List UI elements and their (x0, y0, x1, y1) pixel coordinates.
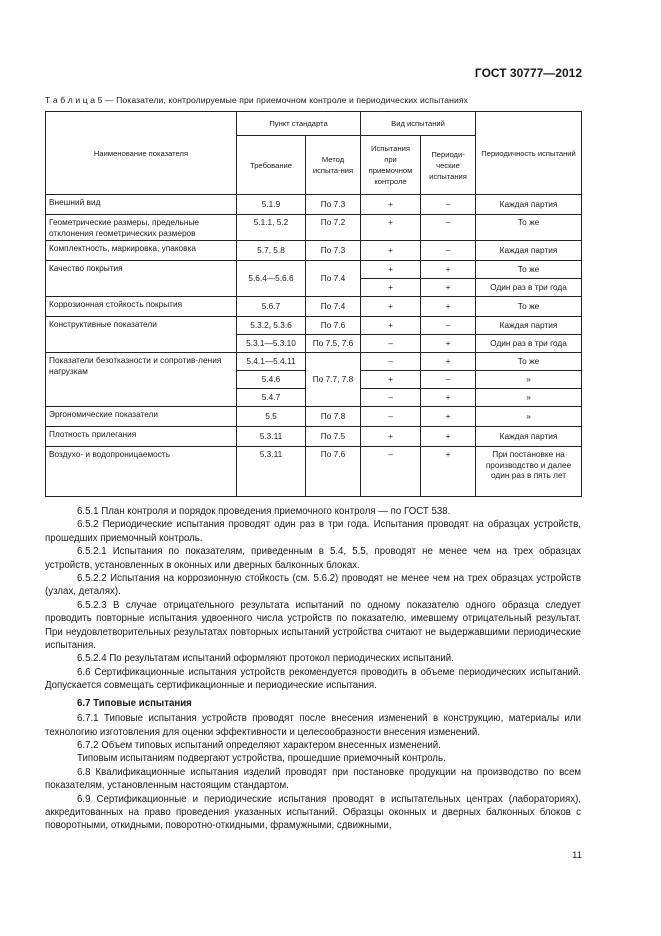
table-row (46, 447, 582, 497)
cell-periodic: – (421, 195, 476, 215)
cell-method: По 7.8 (306, 407, 361, 427)
cell-name: Плотность прилегания (46, 427, 237, 447)
cell-acceptance: – (361, 407, 421, 427)
body-text (45, 505, 581, 833)
table-row (46, 407, 582, 427)
cell-frequency: » (476, 389, 582, 407)
cell-periodic: + (421, 297, 476, 317)
table-row (46, 241, 582, 261)
cell-name: Геометрические размеры, предельные отклонения геометрических размеров (46, 215, 237, 241)
cell-requirement: 5.7, 5.8 (237, 241, 306, 261)
header-standard-clause: Пункт стандарта (237, 112, 361, 136)
cell-frequency: Каждая партия (476, 317, 582, 335)
cell-periodic: + (421, 427, 476, 447)
cell-requirement: 5.1.1, 5.2 (237, 215, 306, 241)
paragraph: 6.5.1 План контроля и порядок проведения приемочного контроля — по ГОСТ 538. (77, 506, 451, 517)
cell-method: По 7.4 (306, 261, 361, 297)
cell-method: По 7.7, 7.8 (306, 353, 361, 407)
cell-frequency: Каждая партия (476, 241, 582, 261)
cell-frequency: То же (476, 261, 582, 279)
header-periodic: Периоди-ческие испытания (421, 136, 476, 195)
cell-periodic: + (421, 335, 476, 353)
cell-requirement: 5.5 (237, 407, 306, 427)
table-row (46, 317, 582, 335)
table-row (46, 215, 582, 241)
cell-requirement: 5.4.7 (237, 389, 306, 407)
cell-acceptance: + (361, 279, 421, 297)
header-requirement: Требование (237, 136, 306, 195)
paragraph: 6.5.2.2 Испытания на коррозионную стойкость (см. 5.6.2) проводят не менее чем на трех образцах устройств (узлах, деталях). (45, 573, 581, 598)
cell-periodic: – (421, 317, 476, 335)
cell-acceptance: + (361, 215, 421, 241)
table-row (46, 297, 582, 317)
cell-acceptance: – (361, 353, 421, 371)
paragraph: 6.7.1 Типовые испытания устройств проводят после внесения изменений в конструкцию, материалы или технологию изготовления для оценки эффективности и целесообразности внесения изменений. (45, 713, 581, 738)
cell-name: Эргономические показатели (46, 407, 237, 427)
paragraph: 6.5.2 Периодические испытания проводят один раз в три года. Испытания проводят на образцах устройств, прошедших приемочный контроль. (45, 519, 581, 544)
cell-frequency: То же (476, 353, 582, 371)
paragraph: 6.5.2.3 В случае отрицательного результата испытаний по одному показателю одного образца следует проводить повторные испытания удвоенного числа устройств по показателю, имевшему отрицательный результат. При неудовлетворительных результатах повторных испытаний устройства считают не выдержавшими периодические испытания. (45, 599, 581, 652)
cell-requirement: 5.4.6 (237, 371, 306, 389)
header-frequency: Периодичность испытаний (476, 112, 582, 195)
paragraph: 6.9 Сертификационные и периодические испытания проводят в испытательных центрах (лабораториях), аккредитованных на право проведения указанных испытаний. Образцы оконных и дверных балконных блоков с поворотными, откидными, поворотно-откидными, фрамужными, сдвижными, (45, 793, 581, 832)
cell-name: Комплектность, маркировка, упаковка (46, 241, 237, 261)
cell-acceptance: + (361, 261, 421, 279)
cell-name: Показатели безотказности и сопротив-ления нагрузкам (46, 353, 237, 407)
table-row (46, 427, 582, 447)
table-row (46, 353, 582, 371)
cell-acceptance: – (361, 447, 421, 497)
cell-method: По 7.6 (306, 317, 361, 335)
cell-frequency: Один раз в три года (476, 279, 582, 297)
cell-frequency: При постановке на производство и далее один раз в пять лет (476, 447, 582, 497)
cell-periodic: – (421, 241, 476, 261)
cell-requirement: 5.3.11 (237, 427, 306, 447)
cell-frequency: » (476, 407, 582, 427)
cell-periodic: + (421, 353, 476, 371)
cell-periodic: + (421, 407, 476, 427)
header-acceptance: Испытания при приемочном контроле (361, 136, 421, 195)
indicators-table (45, 111, 582, 497)
cell-method: По 7.5 (306, 427, 361, 447)
cell-name: Внешний вид (46, 195, 237, 215)
cell-method: По 7.6 (306, 447, 361, 497)
cell-acceptance: + (361, 317, 421, 335)
document-header: ГОСТ 30777—2012 (474, 66, 582, 80)
header-test-type: Вид испытаний (361, 112, 476, 136)
cell-name: Коррозионная стойкость покрытия (46, 297, 237, 317)
cell-requirement: 5.6.4—5.6.6 (237, 261, 306, 297)
cell-periodic: – (421, 371, 476, 389)
cell-requirement: 5.4.1—5.4.11 (237, 353, 306, 371)
cell-frequency: То же (476, 215, 582, 241)
cell-name: Качество покрытия (46, 261, 237, 297)
cell-acceptance: + (361, 195, 421, 215)
paragraph: 6.6 Сертификационные испытания устройств рекомендуется проводить в объеме периодических испытаний. Допускается совмещать сертификационные и периодические испытания. (45, 666, 581, 692)
cell-acceptance: + (361, 427, 421, 447)
section-heading: 6.7 Типовые испытания (77, 697, 192, 709)
paragraph: Типовым испытаниям подвергают устройства, прошедшие приемочный контроль. (77, 753, 446, 765)
header-name: Наименование показателя (46, 112, 237, 195)
cell-requirement: 5.1.9 (237, 195, 306, 215)
cell-periodic: + (421, 279, 476, 297)
cell-method: По 7.3 (306, 241, 361, 261)
cell-name: Конструктивные показатели (46, 317, 237, 353)
cell-method: По 7.4 (306, 297, 361, 317)
header-method: Метод испыта-ния (306, 136, 361, 195)
cell-acceptance: – (361, 389, 421, 407)
table-caption: Т а б л и ц а 5 — Показатели, контролируемые при приемочном контроле и периодических испытаниях (45, 95, 469, 105)
cell-frequency: » (476, 371, 582, 389)
paragraph: 6.8 Квалификационные испытания изделий проводят при постановке продукции на производство по всем показателям, установленным настоящим стандартом. (45, 766, 581, 792)
cell-periodic: – (421, 215, 476, 241)
cell-acceptance: + (361, 241, 421, 261)
cell-method: По 7.5, 7.6 (306, 335, 361, 353)
cell-frequency: Один раз в три года (476, 335, 582, 353)
table-row (46, 261, 582, 279)
cell-method: По 7.2 (306, 215, 361, 241)
page-number: 11 (572, 850, 582, 861)
cell-requirement: 5.3.1—5.3.10 (237, 335, 306, 353)
cell-periodic: + (421, 261, 476, 279)
cell-name: Воздухо- и водопроницаемость (46, 447, 237, 497)
paragraph: 6.5.2.1 Испытания по показателям, приведенным в 5.4, 5.5, проводят не менее чем на трех образцах устройств, установленных в оконных или дверных балконных блоках. (45, 546, 581, 571)
table-row (46, 195, 582, 215)
cell-periodic: + (421, 389, 476, 407)
cell-acceptance: – (361, 335, 421, 353)
cell-frequency: Каждая партия (476, 195, 582, 215)
cell-method: По 7.3 (306, 195, 361, 215)
paragraph: 6.7.2 Объем типовых испытаний определяют характером внесенных изменений. (77, 739, 441, 751)
cell-periodic: + (421, 447, 476, 497)
cell-frequency: То же (476, 297, 582, 317)
cell-frequency: Каждая партия (476, 427, 582, 447)
cell-acceptance: + (361, 371, 421, 389)
cell-requirement: 5.3.11 (237, 447, 306, 497)
paragraph: 6.5.2.4 По результатам испытаний оформляют протокол периодических испытаний. (77, 653, 454, 665)
cell-acceptance: + (361, 297, 421, 317)
cell-requirement: 5.6.7 (237, 297, 306, 317)
cell-requirement: 5.3.2, 5.3.6 (237, 317, 306, 335)
